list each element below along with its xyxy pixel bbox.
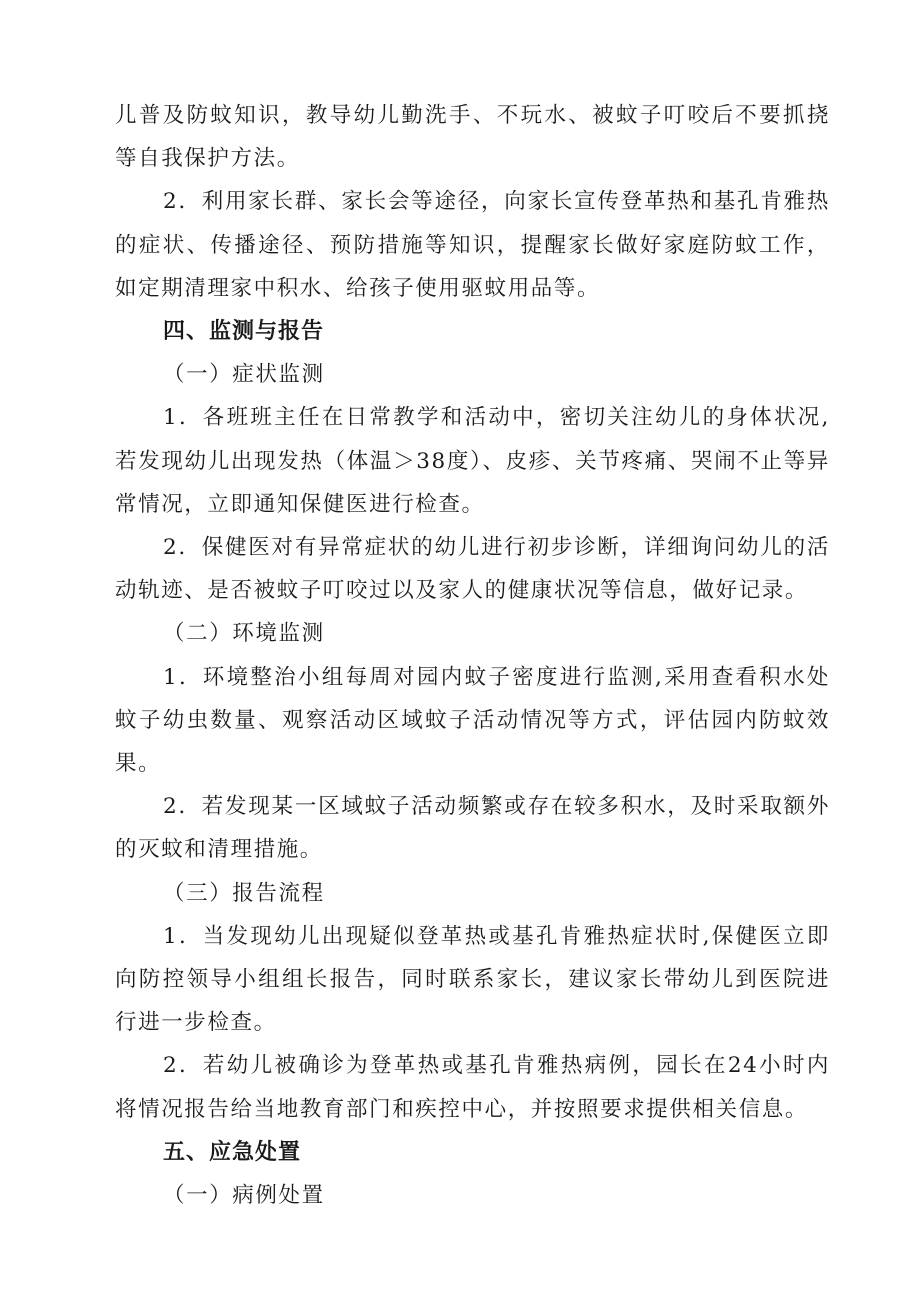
paragraph-self-protection-continued: 儿普及防蚊知识，教导幼儿勤洗手、不玩水、被蚊子叮咬后不要抓挠等自我保护方法。 (115, 103, 830, 172)
subheading-environment-monitoring: （二）环境监测 (163, 621, 325, 647)
paragraph-doctor-diagnosis: 2．保健医对有异常症状的幼儿进行初步诊断，详细询问幼儿的活动轨迹、是否被蚊子叮咬过以及家人的健康状况等信息，做好记录。 (115, 535, 830, 604)
paragraph-parent-education: 2．利用家长群、家长会等途径，向家长宣传登革热和基孔肯雅热的症状、传播途径、预防措施等知识，提醒家长做好家庭防蚊工作，如定期清理家中积水、给孩子使用驱蚊用品等。 (115, 189, 830, 301)
paragraph-extra-measures: 2．若发现某一区域蚊子活动频繁或存在较多积水，及时采取额外的灭蚊和清理措施。 (115, 794, 830, 863)
paragraph-mosquito-density-check: 1．环境整治小组每周对园内蚊子密度进行监测,采用查看积水处蚊子幼虫数量、观察活动区域蚊子活动情况等方式，评估园内防蚊效果。 (115, 664, 830, 777)
paragraph-suspected-case-report: 1．当发现幼儿出现疑似登革热或基孔肯雅热症状时,保健医立即向防控领导小组组长报告，同时联系家长，建议家长带幼儿到医院进行进一步检查。 (115, 923, 830, 1036)
subheading-report-process: （三）报告流程 (163, 880, 325, 906)
paragraph-confirmed-case-report: 2．若幼儿被确诊为登革热或基孔肯雅热病例，园长在24小时内将情况报告给当地教育部门和疾控中心，并按照要求提供相关信息。 (115, 1053, 830, 1122)
document-body (115, 94, 830, 1217)
section-heading-emergency-response: 五、应急处置 (163, 1139, 302, 1165)
section-heading-monitoring-report: 四、监测与报告 (163, 319, 325, 345)
paragraph-teacher-observation: 1．各班班主任在日常教学和活动中，密切关注幼儿的身体状况,若发现幼儿出现发热（体温＞38度）、皮疹、关节疼痛、哭闹不止等异常情况，立即通知保健医进行检查。 (115, 405, 830, 517)
subheading-symptom-monitoring: （一）症状监测 (163, 362, 325, 388)
subheading-case-handling: （一）病例处置 (163, 1183, 325, 1209)
